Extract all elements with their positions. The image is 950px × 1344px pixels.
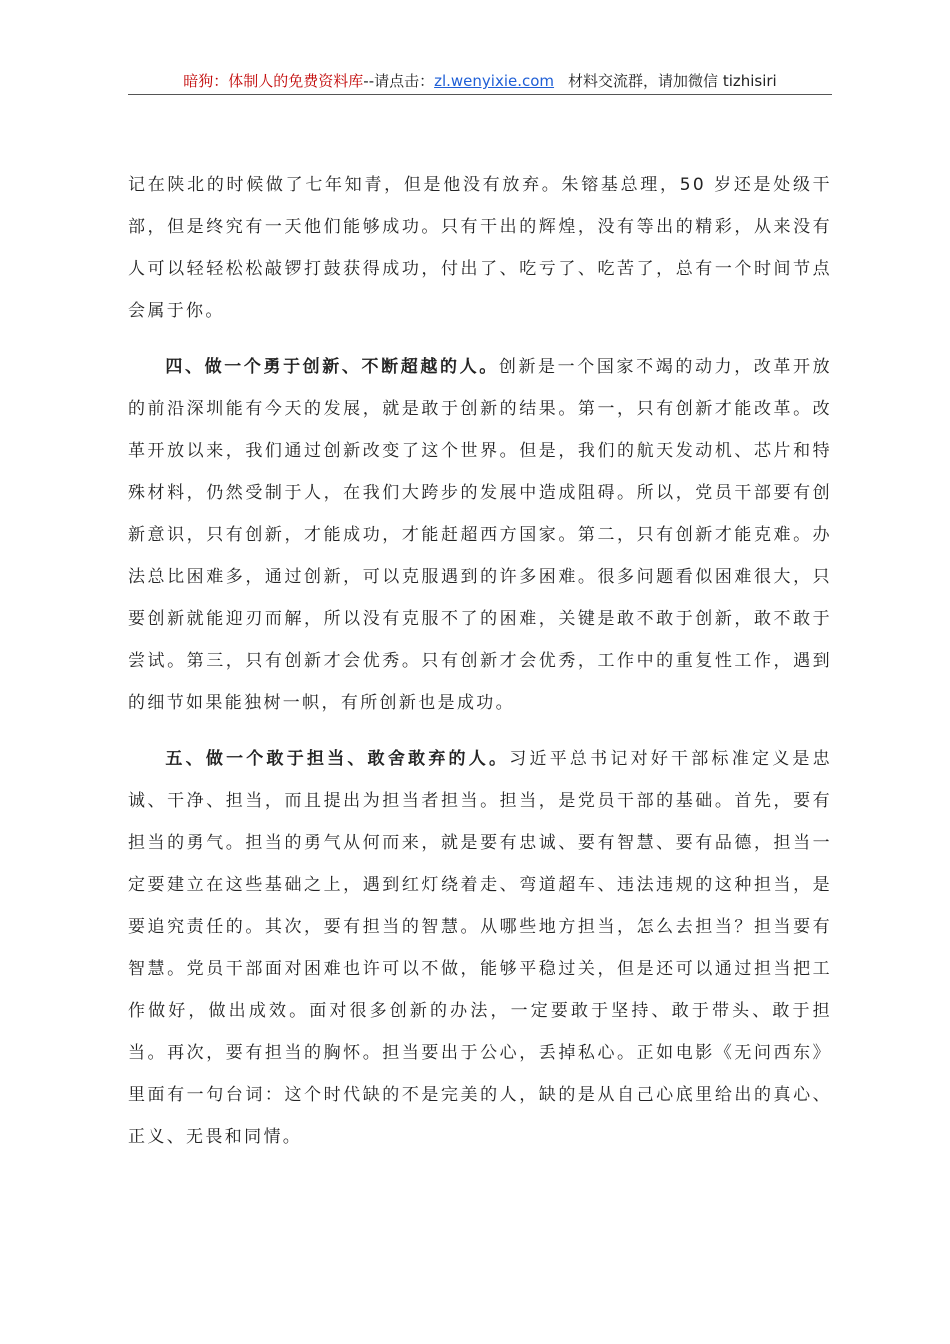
paragraph-text: 记在陕北的时候做了七年知青，但是他没有放弃。朱镕基总理，50 岁还是处级干部，但是终究有一天他们能够成功。只有干出的辉煌，没有等出的精彩，从来没有人可以轻轻松松敲锣打鼓获得成功，付出了、吃亏了、吃苦了，总有一个时间节点会属于你。 (128, 175, 832, 321)
paragraph-text: 创新是一个国家不竭的动力，改革开放的前沿深圳能有今天的发展，就是敢于创新的结果。第一，只有创新才能改革。改革开放以来，我们通过创新改变了这个世界。但是，我们的航天发动机、芯片和特殊材料，仍然受制于人，在我们大跨步的发展中造成阻碍。所以，党员干部要有创新意识，只有创新，才能成功，才能赶超西方国家。第二，只有创新才能克难。办法总比困难多，通过创新，可以克服遇到的许多困难。很多问题看似困难很大，只要创新就能迎刃而解，所以没有克服不了的困难，关键是敢不敢于创新，敢不敢于尝试。第三，只有创新才会优秀。只有创新才会优秀，工作中的重复性工作，遇到的细节如果能独树一帜，有所创新也是成功。 (128, 357, 832, 713)
page-header (128, 68, 832, 95)
section-heading-four: 四、做一个勇于创新、不断超越的人。 (165, 357, 499, 377)
paragraph-innovation (128, 346, 832, 724)
click-label: --请点击： (363, 72, 435, 90)
website-link[interactable]: zl.wenyixie.com (434, 72, 555, 90)
section-heading-five: 五、做一个敢于担当、敢舍敢弃的人。 (165, 749, 510, 769)
document-body (128, 164, 832, 1158)
source-label: 暗狗：体制人的免费资料库 (183, 72, 364, 90)
paragraph-continued (128, 164, 832, 332)
paragraph-responsibility (128, 738, 832, 1158)
wechat-info: 材料交流群，请加微信 tizhisiri (568, 72, 777, 90)
paragraph-text: 习近平总书记对好干部标准定义是忠诚、干净、担当，而且提出为担当者担当。担当，是党员干部的基础。首先，要有担当的勇气。担当的勇气从何而来，就是要有忠诚、要有智慧、要有品德，担当一定要建立在这些基础之上，遇到红灯绕着走、弯道超车、违法违规的这种担当，是要追究责任的。其次，要有担当的智慧。从哪些地方担当，怎么去担当？担当要有智慧。党员干部面对困难也许可以不做，能够平稳过关，但是还可以通过担当把工作做好，做出成效。面对很多创新的办法，一定要敢于坚持、敢于带头、敢于担当。再次，要有担当的胸怀。担当要出于公心，丢掉私心。正如电影《无问西东》里面有一句台词：这个时代缺的不是完美的人，缺的是从自己心底里给出的真心、正义、无畏和同情。 (128, 749, 832, 1147)
